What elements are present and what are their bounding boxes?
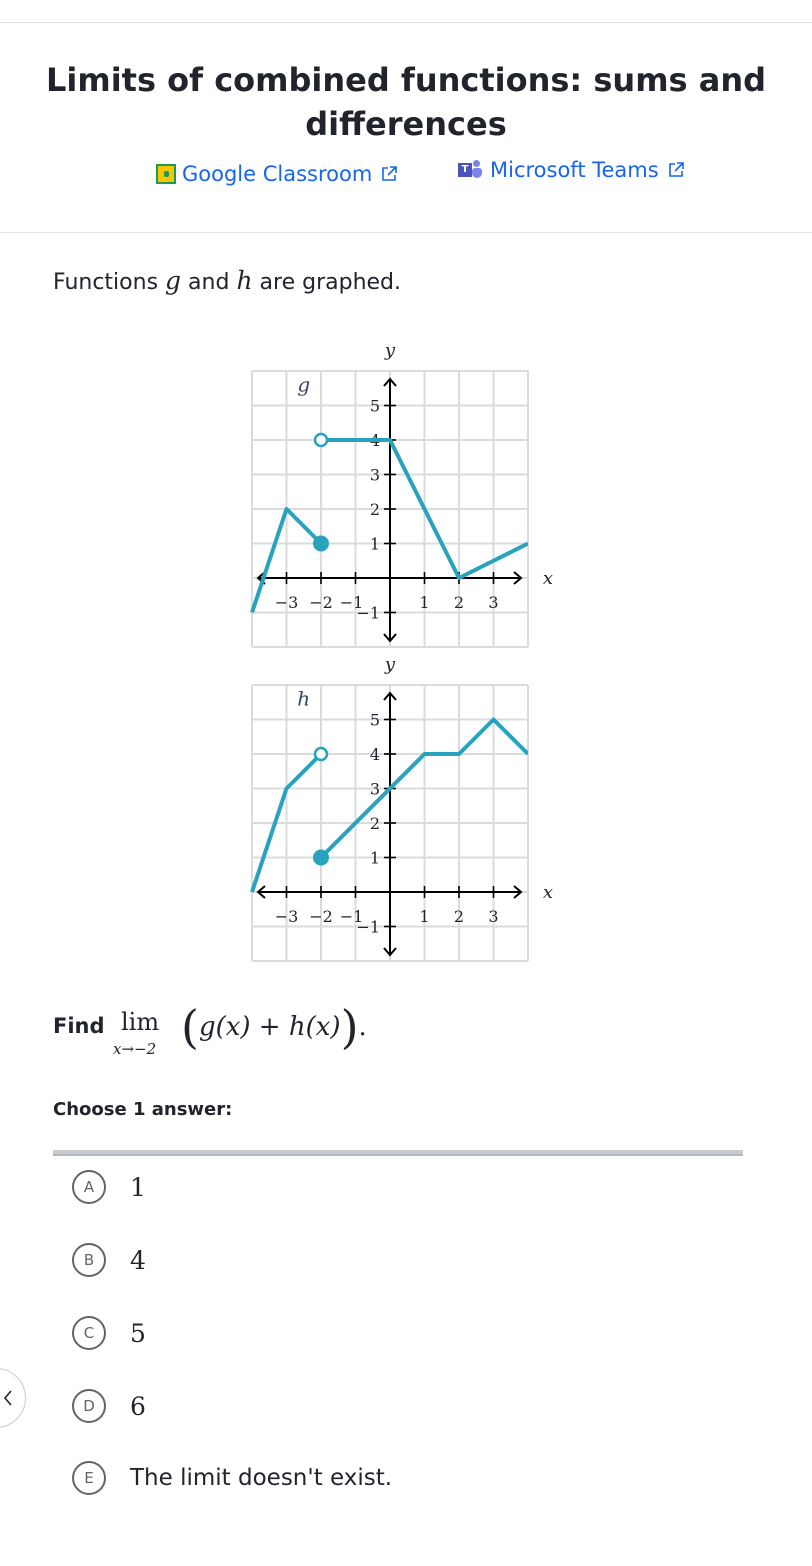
h-y-tick-label: −1 (356, 917, 380, 937)
g-x-tick-label: −3 (274, 593, 299, 612)
chevron-left-icon (3, 1389, 13, 1407)
page-title-line-2: differences (305, 105, 507, 143)
g-y-tick-label: 5 (369, 396, 380, 416)
find-label: Find (53, 1014, 105, 1038)
google-classroom-label: Google Classroom (182, 162, 373, 186)
top-divider (0, 22, 812, 23)
google-classroom-link[interactable] (156, 162, 398, 186)
h-x-tick-label: −3 (274, 907, 299, 926)
section-divider (0, 232, 812, 233)
h-x-axis-label: x (542, 882, 554, 903)
h-function-label: h (297, 686, 311, 711)
g-open-point (315, 434, 327, 446)
google-classroom-icon (156, 164, 176, 184)
choice-d[interactable] (72, 1386, 732, 1426)
h-x-tick-label: 1 (419, 907, 430, 926)
g-closed-point (314, 537, 328, 551)
h-open-point (315, 748, 327, 760)
external-link-icon (380, 165, 398, 183)
g-x-tick-label: 1 (419, 593, 430, 612)
h-x-tick-label: −1 (339, 907, 364, 926)
expression-body: g(x) + h(x) (198, 1012, 341, 1042)
microsoft-teams-icon (458, 160, 484, 180)
graph-h (248, 650, 554, 966)
collapse-sidebar-tab[interactable] (0, 1368, 26, 1428)
g-y-tick-label: 4 (369, 431, 380, 450)
prompt-text-3: are graphed. (252, 270, 402, 295)
g-y-tick-label: 3 (369, 465, 380, 485)
choice-letter-c: C (72, 1316, 106, 1350)
g-x-tick-label: 2 (453, 593, 465, 612)
choice-b[interactable] (72, 1240, 732, 1280)
h-y-axis-label: y (384, 654, 396, 675)
choose-label: Choose 1 answer: (53, 1099, 233, 1120)
lim-subscript: x→−2 (113, 1040, 157, 1058)
prompt-var-g: g (165, 266, 182, 295)
choice-text-a: 1 (130, 1172, 146, 1202)
external-link-icon (667, 161, 685, 179)
choice-letter-b: B (72, 1243, 106, 1277)
choice-letter-a: A (72, 1170, 106, 1204)
page-title-line-1: Limits of combined functions: sums and (45, 61, 766, 99)
h-y-tick-label: 4 (369, 745, 380, 764)
choice-letter-e: E (72, 1461, 106, 1495)
g-y-tick-label: 1 (369, 534, 380, 554)
microsoft-teams-link[interactable] (458, 158, 685, 182)
choices-divider (53, 1150, 743, 1156)
choice-text-b: 4 (130, 1245, 146, 1275)
teams-badge-letter: T (458, 163, 472, 177)
h-x-tick-label: 2 (453, 907, 465, 926)
g-x-axis-label: x (542, 568, 554, 589)
h-y-tick-label: 5 (369, 710, 380, 730)
choice-text-c: 5 (130, 1318, 146, 1348)
g-y-axis-label: y (384, 340, 396, 361)
prompt-text-2: and (181, 270, 237, 295)
limit-function-expression (181, 1000, 367, 1054)
g-function-label: g (297, 372, 311, 397)
h-y-tick-label: 3 (369, 779, 380, 799)
choice-text-e: The limit doesn't exist. (130, 1465, 393, 1491)
choice-a[interactable] (72, 1167, 732, 1207)
choice-c[interactable] (72, 1313, 732, 1353)
h-y-tick-label: 1 (369, 848, 380, 868)
choice-letter-d: D (72, 1389, 106, 1423)
h-x-tick-label: 3 (488, 907, 499, 926)
prompt-var-h: h (236, 266, 253, 295)
h-y-tick-label: 2 (369, 814, 380, 833)
graph-g (248, 336, 554, 652)
expression-close-paren: ) (340, 1000, 359, 1054)
g-x-tick-label: 3 (488, 593, 499, 612)
microsoft-teams-label: Microsoft Teams (490, 158, 659, 182)
choice-e[interactable] (72, 1458, 732, 1498)
g-y-tick-label: −1 (356, 603, 380, 623)
h-closed-point (314, 851, 328, 865)
lim-word: lim (121, 1008, 160, 1036)
question-prompt (53, 266, 401, 295)
prompt-text-1: Functions (53, 270, 166, 295)
page-title (0, 58, 812, 146)
limit-expression (53, 1000, 553, 1070)
g-y-tick-label: 2 (369, 500, 380, 519)
expression-period: . (358, 1012, 367, 1042)
share-row (0, 160, 812, 194)
g-x-tick-label: −2 (309, 593, 333, 612)
g-x-tick-label: −1 (339, 593, 364, 612)
expression-open-paren: ( (181, 1000, 199, 1054)
h-x-tick-label: −2 (309, 907, 333, 926)
choice-text-d: 6 (130, 1391, 146, 1421)
